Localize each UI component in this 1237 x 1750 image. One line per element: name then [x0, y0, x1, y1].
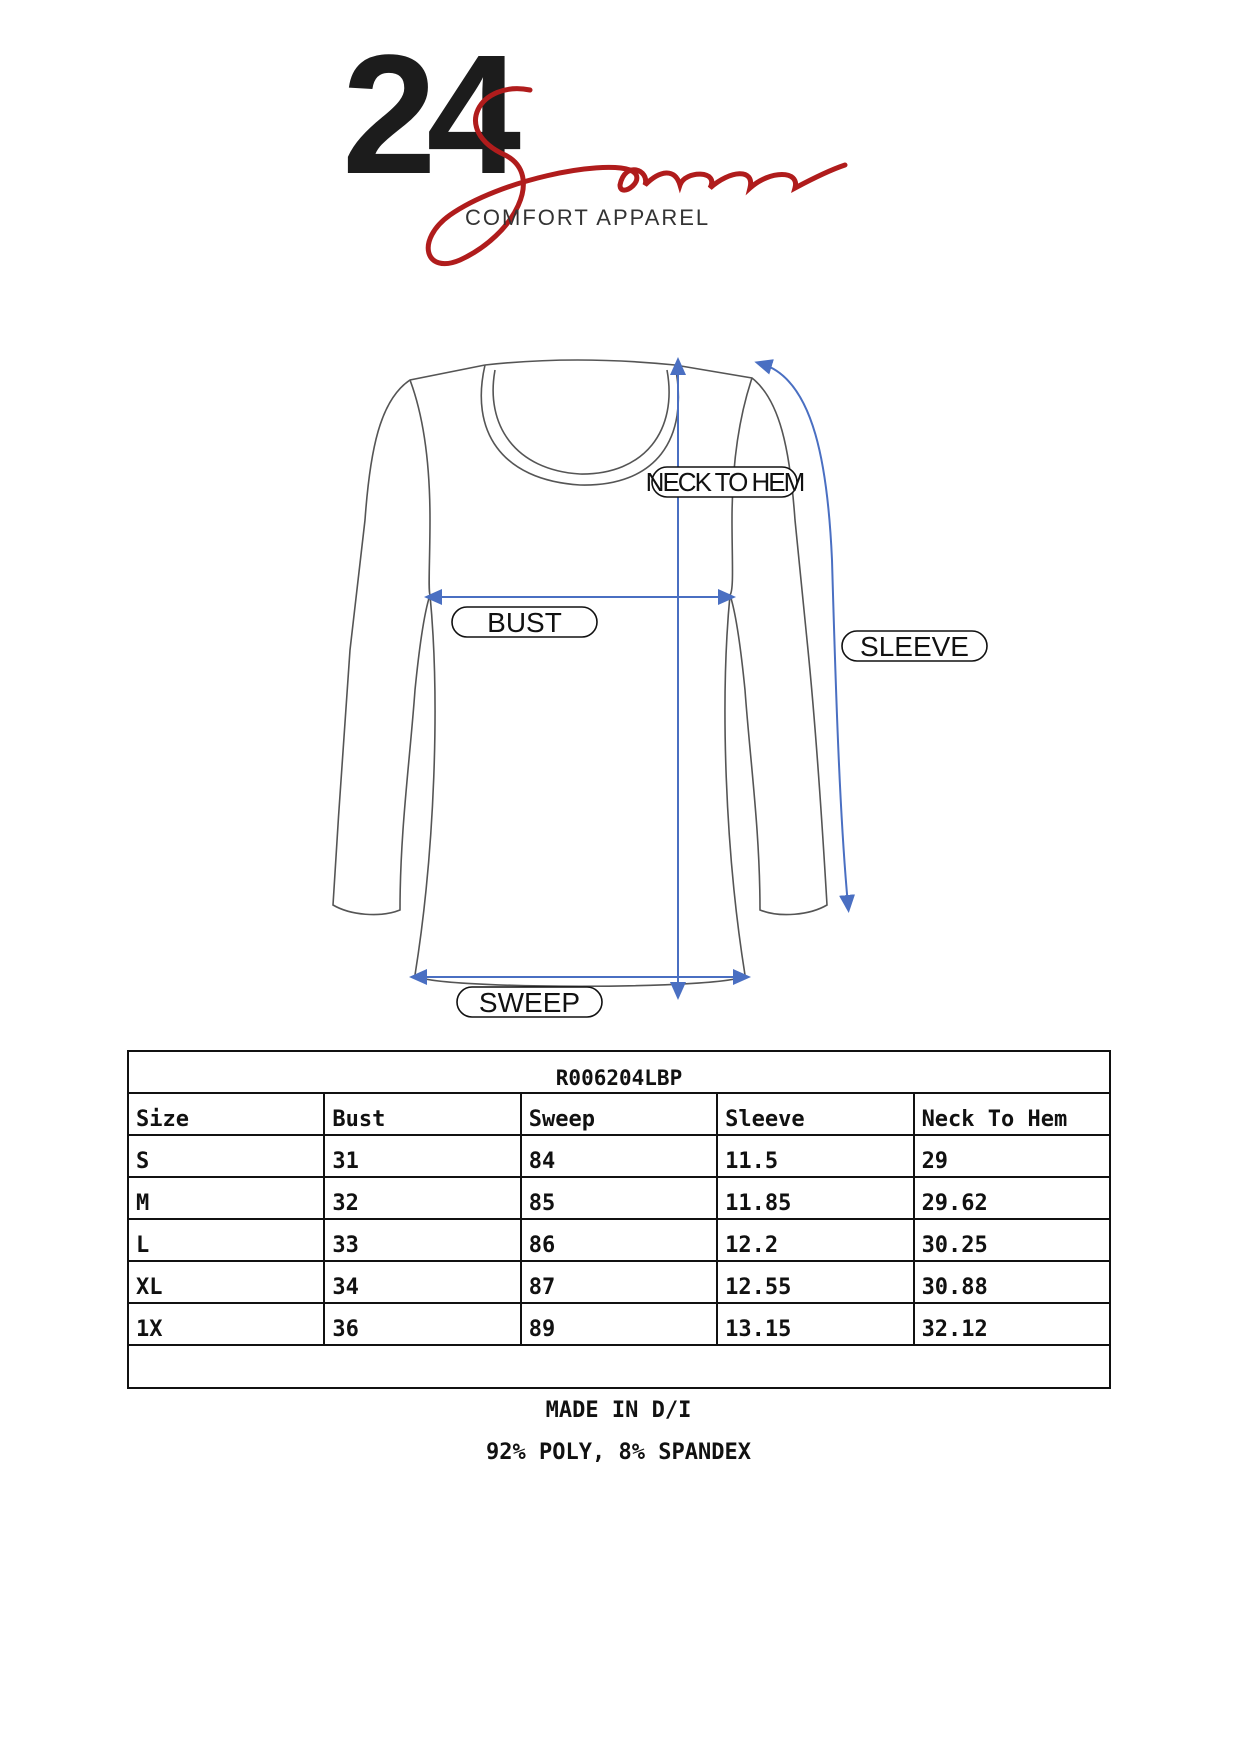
- cell-sleeve: 12.55: [717, 1261, 913, 1303]
- cell-sleeve: 11.85: [717, 1177, 913, 1219]
- cell-sweep: 84: [521, 1135, 717, 1177]
- neckline-top: [485, 360, 675, 365]
- table-row: [128, 1261, 1110, 1303]
- right-side-seam: [725, 595, 745, 975]
- fabric-content-text: 92% POLY, 8% SPANDEX: [486, 1440, 751, 1465]
- table-row: [128, 1303, 1110, 1345]
- header-bust: Bust: [324, 1093, 520, 1135]
- cell-sweep: 87: [521, 1261, 717, 1303]
- neckline-inner: [493, 370, 669, 474]
- style-number: R006204LBP: [128, 1051, 1110, 1093]
- cell-bust: 34: [324, 1261, 520, 1303]
- empty-cell: [128, 1345, 1110, 1388]
- label-neck-to-hem: [646, 467, 804, 497]
- cell-size: S: [128, 1135, 324, 1177]
- logo-tagline: COMFORT APPAREL: [465, 205, 711, 230]
- cell-bust: 33: [324, 1219, 520, 1261]
- cell-neck-to-hem: 29.62: [914, 1177, 1110, 1219]
- bust-label: BUST: [487, 607, 562, 638]
- header-neck-to-hem: Neck To Hem: [914, 1093, 1110, 1135]
- table-empty-row: [128, 1345, 1110, 1388]
- cell-sleeve: 13.15: [717, 1303, 913, 1345]
- size-chart-table: [127, 1050, 1111, 1389]
- style-number-row: [128, 1051, 1110, 1093]
- cell-sweep: 85: [521, 1177, 717, 1219]
- table-header-row: [128, 1093, 1110, 1135]
- sweep-label: SWEEP: [478, 987, 581, 1018]
- cell-neck-to-hem: 32.12: [914, 1303, 1110, 1345]
- measurement-arrows: [417, 364, 848, 992]
- neck-to-hem-label: NECK TO HEM: [645, 467, 804, 497]
- cell-size: 1X: [128, 1303, 324, 1345]
- left-side-seam: [415, 595, 435, 975]
- header-sleeve: Sleeve: [717, 1093, 913, 1135]
- table-row: [128, 1219, 1110, 1261]
- cell-bust: 32: [324, 1177, 520, 1219]
- left-sleeve: [333, 365, 485, 915]
- cell-sleeve: 12.2: [717, 1219, 913, 1261]
- table-row: [128, 1135, 1110, 1177]
- sleeve-arrow: [762, 364, 848, 905]
- cell-sweep: 86: [521, 1219, 717, 1261]
- cell-neck-to-hem: 30.88: [914, 1261, 1110, 1303]
- cell-size: L: [128, 1219, 324, 1261]
- table-row: [128, 1177, 1110, 1219]
- cell-bust: 36: [324, 1303, 520, 1345]
- cell-sleeve: 11.5: [717, 1135, 913, 1177]
- header-size: Size: [128, 1093, 324, 1135]
- header-sweep: Sweep: [521, 1093, 717, 1135]
- cell-neck-to-hem: 30.25: [914, 1219, 1110, 1261]
- left-armhole: [410, 380, 430, 595]
- cell-size: XL: [128, 1261, 324, 1303]
- label-bust: [452, 607, 597, 638]
- cell-sweep: 89: [521, 1303, 717, 1345]
- origin-text: MADE IN D/I: [545, 1398, 692, 1423]
- cell-size: M: [128, 1177, 324, 1219]
- shirt-outline: [333, 360, 827, 986]
- right-sleeve: [675, 365, 827, 915]
- cell-neck-to-hem: 29: [914, 1135, 1110, 1177]
- cell-bust: 31: [324, 1135, 520, 1177]
- label-sleeve: [842, 631, 987, 662]
- label-sweep: [457, 987, 602, 1018]
- logo-number: 24: [342, 20, 512, 210]
- sleeve-label: SLEEVE: [860, 631, 969, 662]
